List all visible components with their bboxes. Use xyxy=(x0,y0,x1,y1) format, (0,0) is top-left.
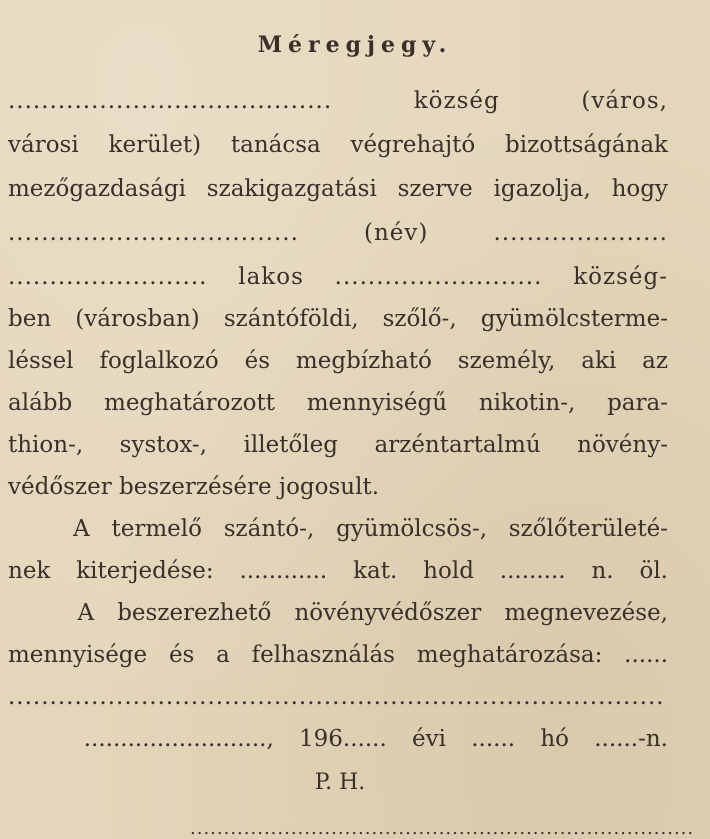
text-line-11: A termelő szántó-, gyümölcsös-, szőlőterületé- xyxy=(8,516,668,542)
text-line-1: ....................................... község (város, xyxy=(8,88,668,114)
text-line-16: ........................., 196...... évi ...... hó ......-n. xyxy=(8,726,668,752)
text-line-3: mezőgazdasági szakigazgatási szerve igazolja, hogy xyxy=(8,176,668,202)
stamp-placeholder: P. H. xyxy=(314,770,366,795)
text-line-10: védőszer beszerzésére jogosult. xyxy=(8,474,380,500)
text-line-15: ............................................................................... xyxy=(8,684,665,710)
text-line-4: ................................... (név) ..................... xyxy=(8,220,668,246)
text-line-14: mennyisége és a felhasználás meghatározása: ...... xyxy=(8,642,668,668)
text-line-7: léssel foglalkozó és megbízható személy, aki az xyxy=(8,348,668,374)
text-line-13: A beszerezhető növényvédőszer megnevezése, xyxy=(8,600,668,626)
document-title: Méregjegy. xyxy=(257,32,453,58)
text-line-6: ben (városban) szántóföldi, szőlő-, gyümölcsterme- xyxy=(8,306,668,332)
text-line-5: ........................ lakos ......................... község- xyxy=(8,264,668,290)
text-line-2: városi kerület) tanácsa végrehajtó bizottságának xyxy=(8,132,668,158)
text-line-8: alább meghatározott mennyiségű nikotin-, para- xyxy=(8,390,668,416)
text-line-12: nek kiterjedése: ............ kat. hold ......... n. öl. xyxy=(8,558,668,584)
signature-line: ........................................................................... xyxy=(190,818,695,839)
text-line-9: thion-, systox-, illetőleg arzéntartalmú növény- xyxy=(8,432,668,458)
